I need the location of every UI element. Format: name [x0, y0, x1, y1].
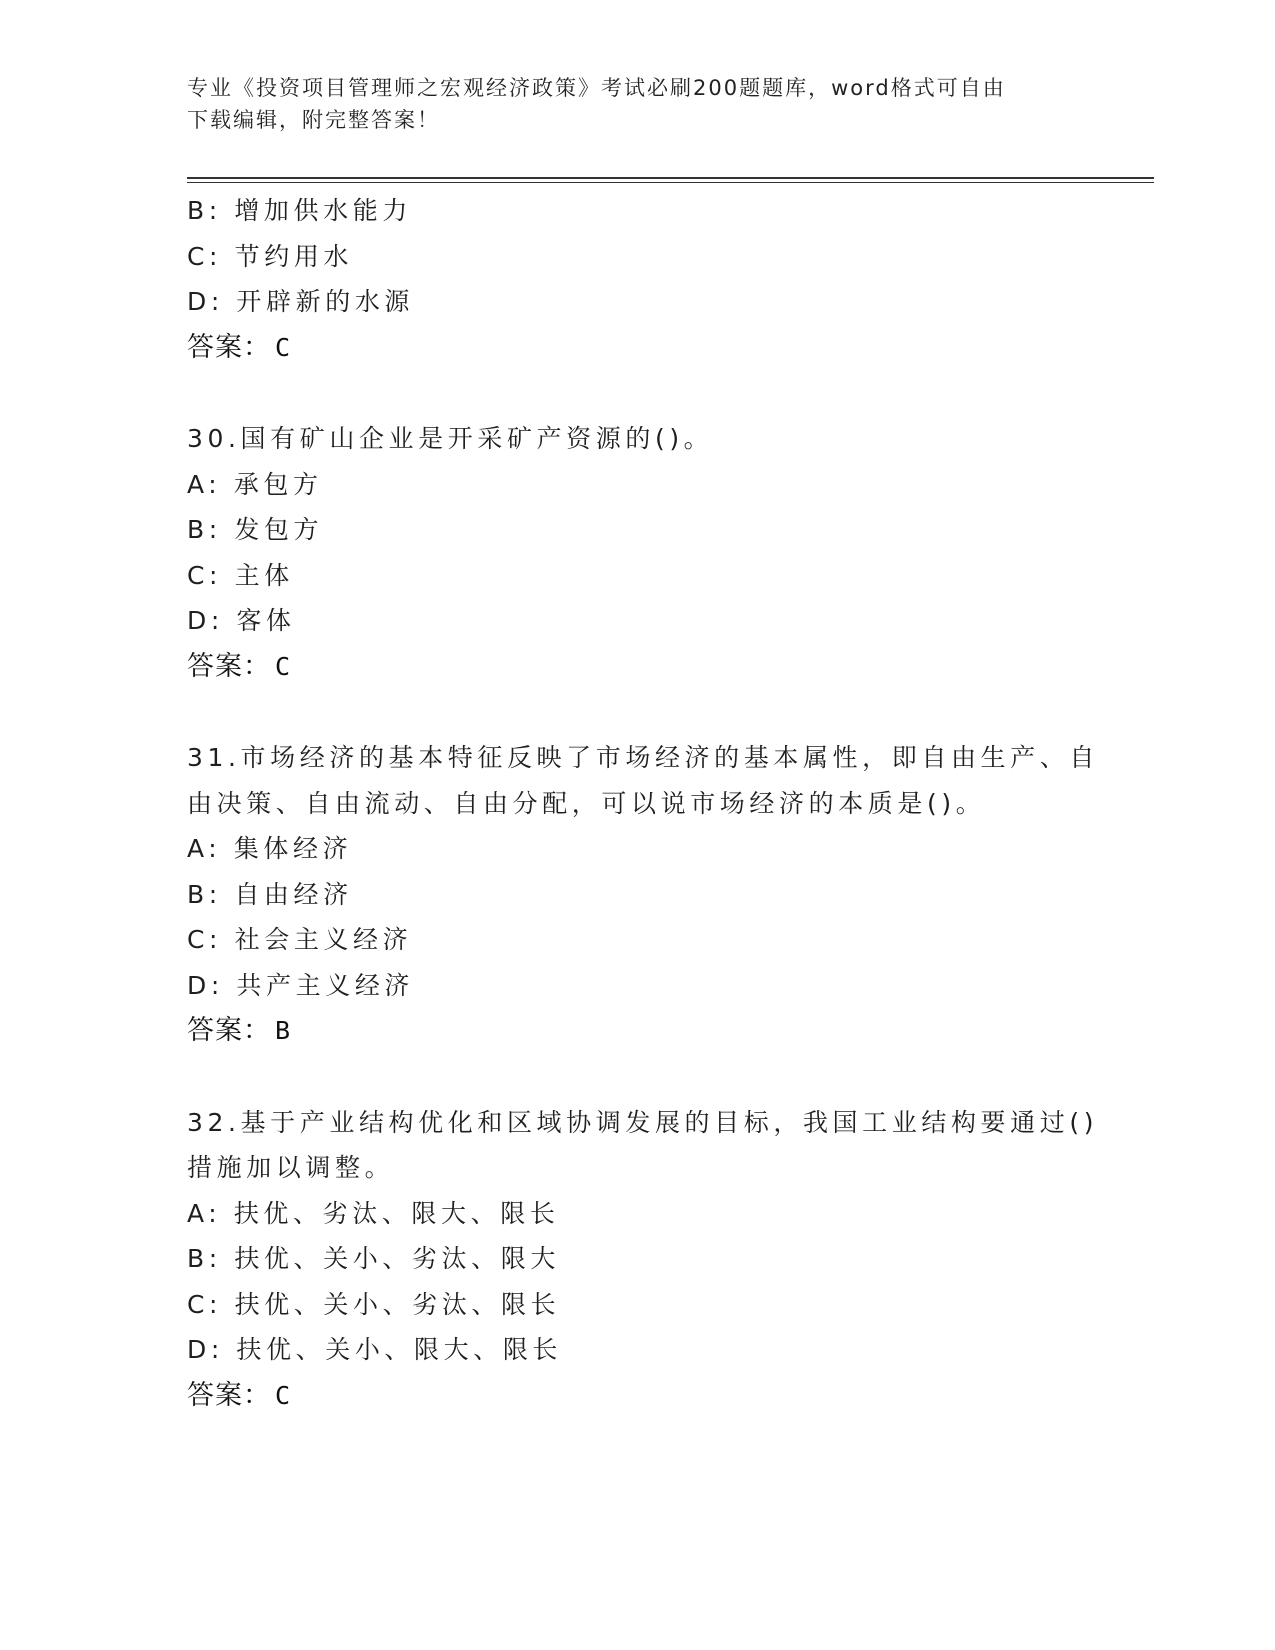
question-32 [187, 1100, 1099, 1419]
option-b: B: 扶优、关小、劣汰、限大 [187, 1244, 560, 1273]
option-c: C: 主体 [187, 560, 294, 590]
answer-value: C [275, 651, 292, 681]
header-line-2: 下载编辑，附完整答案！ [187, 108, 440, 132]
option-a: A: 承包方 [187, 469, 323, 499]
question-31 [187, 735, 1099, 1054]
question-30 [187, 416, 1087, 689]
question-text-line-2: 由决策、自由流动、自由分配，可以说市场经济的本质是()。 [187, 788, 986, 818]
question-text-line-1: 32.基于产业结构优化和区域协调发展的目标，我国工业结构要通过() [187, 1107, 1099, 1137]
answer-line [187, 644, 1087, 690]
answer-label: 答案： [187, 331, 271, 363]
answer-value: C [275, 332, 292, 362]
option-d: D: 客体 [187, 606, 296, 635]
option-c: C: 扶优、关小、劣汰、限长 [187, 1289, 561, 1319]
option-c: C: 社会主义经济 [187, 925, 413, 954]
partial-question [187, 188, 1087, 370]
answer-line [187, 1008, 1087, 1054]
option-d: D: 共产主义经济 [187, 970, 415, 1000]
option-b: B: 增加供水能力 [187, 196, 412, 225]
header-divider [187, 177, 1154, 179]
option-d: D: 开辟新的水源 [187, 287, 415, 316]
page-header [187, 72, 1087, 136]
header-divider-thin [187, 182, 1154, 183]
question-text: 30.国有矿山企业是开采矿产资源的()。 [187, 424, 714, 453]
question-list [187, 188, 1099, 1418]
option-c: C: 节约用水 [187, 241, 354, 271]
option-b: B: 发包方 [187, 515, 324, 544]
answer-value: C [275, 1380, 292, 1410]
answer-line [187, 1373, 1087, 1419]
option-a: A: 集体经济 [187, 834, 353, 863]
answer-label: 答案： [187, 1379, 271, 1411]
answer-line [187, 325, 1087, 371]
option-d: D: 扶优、关小、限大、限长 [187, 1335, 563, 1364]
option-b: B: 自由经济 [187, 879, 353, 909]
answer-value: B [275, 1016, 292, 1045]
question-text-line-2: 措施加以调整。 [187, 1153, 395, 1182]
header-line-1: 专业《投资项目管理师之宏观经济政策》考试必刷200题题库，word格式可自由 [187, 76, 1006, 100]
answer-label: 答案： [187, 650, 271, 682]
answer-label: 答案： [187, 1015, 271, 1046]
option-a: A: 扶优、劣汰、限大、限长 [187, 1198, 560, 1228]
question-text-line-1: 31.市场经济的基本特征反映了市场经济的基本属性，即自由生产、自 [187, 743, 1099, 772]
